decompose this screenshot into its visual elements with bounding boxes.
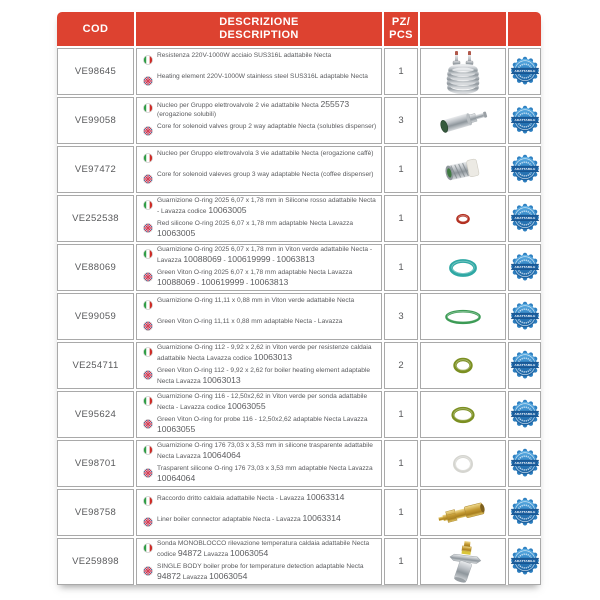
adaptable-badge [508,48,541,95]
product-code: VE98645 [57,48,134,95]
description-en-text: Green Viton O-ring 11,11 x 0,88 mm adaptable Necta - Lavazza [157,318,343,325]
product-description [136,342,382,389]
product-code: VE254711 [57,342,134,389]
italy-flag-icon [143,100,153,118]
table-grid [57,12,541,585]
adaptable-badge [508,293,541,340]
product-code: VE88069 [57,244,134,291]
product-image [420,146,506,193]
pcs-quantity: 3 [384,293,418,340]
svg-text:ADATTABILE: ADATTABILE [514,265,535,270]
header-product-image [420,12,506,46]
product-image [420,293,506,340]
product-description [136,391,382,438]
description-english [143,465,377,485]
product-description [136,538,382,585]
description-it-text: Sonda MONOBLOCCO rilevazione temperatura caldaia adattabile Necta codice 94872 Lavazza 10063054 [157,540,370,559]
description-it-text: Guarnizione O-ring 176 73,03 x 3,53 mm in silicone trasparente adattabile Necta Lavazza 10064064 [157,442,373,461]
product-code: VE98758 [57,489,134,536]
italy-flag-icon [143,246,153,264]
product-description [136,146,382,193]
pcs-quantity: 1 [384,489,418,536]
product-code: VE99058 [57,97,134,144]
pcs-quantity: 1 [384,48,418,95]
description-it-text: Nucleo per Gruppo elettrovalvole 2 vie adattabile Necta 255573 (erogazione solubili) [157,99,350,118]
product-image [420,97,506,144]
header-description-en: DESCRIPTION [219,29,299,41]
description-it-text: Nucleo per Gruppo elettrovalvola 3 vie adattabile Necta (erogazione caffè) [157,150,374,157]
uk-flag-icon [143,514,153,532]
svg-text:ADATTABILE: ADATTABILE [514,363,535,368]
adaptable-badge [508,195,541,242]
product-description [136,489,382,536]
uk-flag-icon [143,269,153,287]
description-english [143,416,377,436]
description-italian [143,493,377,511]
italy-flag-icon [143,52,153,70]
description-en-text: Heating element 220V-1000W stainless steel SUS316L adaptable Necta [157,73,368,80]
product-image [420,440,506,487]
description-english [143,367,377,387]
uk-flag-icon [143,171,153,189]
header-description [136,12,382,46]
product-image [420,244,506,291]
italy-flag-icon [143,197,153,215]
adaptable-badge [508,538,541,585]
italy-flag-icon [143,393,153,411]
svg-text:ADATTABILE: ADATTABILE [514,510,535,515]
italy-flag-icon [143,344,153,362]
description-italian [143,246,377,266]
description-en-text: Green Viton O-ring 112 - 9,92 x 2,62 for boiler heating element adaptable Necta Lavazza 10063013 [157,367,371,385]
description-english [143,318,377,336]
product-code: VE97472 [57,146,134,193]
description-italian [143,393,377,413]
description-english [143,563,377,583]
description-english [143,171,377,189]
description-italian [143,297,377,315]
uk-flag-icon [143,73,153,91]
header-description-it: DESCRIZIONE [219,16,299,29]
product-code: VE252538 [57,195,134,242]
description-italian [143,52,377,70]
product-code: VE98701 [57,440,134,487]
adaptable-badge [508,342,541,389]
description-en-text: Green Viton O-ring 2025 6,07 x 1,78 mm adaptable Necta Lavazza 10088069 - 100619999 - 10063813 [157,269,353,287]
description-italian [143,540,377,560]
description-it-text: Guarnizione O-ring 11,11 x 0,88 mm in Viton verde adattabile Necta [157,297,355,304]
description-english [143,269,377,289]
product-description [136,293,382,340]
description-english [143,220,377,240]
description-en-text: Trasparent silicone O-ring 176 73,03 x 3,53 mm adaptable Necta Lavazza 10064064 [157,465,373,483]
description-italian [143,100,377,120]
description-italian [143,344,377,364]
pcs-quantity: 1 [384,195,418,242]
uk-flag-icon [143,220,153,238]
description-english [143,123,377,141]
header-badge [508,12,541,46]
italy-flag-icon [143,493,153,511]
svg-text:ADATTABILE: ADATTABILE [514,461,535,466]
product-image [420,342,506,389]
description-en-text: Liner boiler connector adaptable Necta - Lavazza 10063314 [157,513,341,523]
svg-text:ADATTABILE: ADATTABILE [514,167,535,172]
svg-text:ADATTABILE: ADATTABILE [514,412,535,417]
adaptable-badge [508,97,541,144]
product-code: VE259898 [57,538,134,585]
adaptable-badge [508,146,541,193]
description-it-text: Resistenza 220V-1000W acciaio SUS316L adattabile Necta [157,52,332,59]
description-en-text: SINGLE BODY boiler probe for temperature detection adaptable Necta 94872 Lavazza 10063054 [157,563,364,581]
description-en-text: Core for solenoid valves group 2 way adaptable Necta (solubles dispenser) [157,122,377,130]
pcs-quantity: 1 [384,440,418,487]
header-cod [57,12,134,46]
description-it-text: Guarnizione O-ring 112 - 9,92 x 2,62 in Viton verde per resistenze caldaia adattabile Necta Lavazza codice 10063013 [157,344,372,363]
uk-flag-icon [143,367,153,385]
product-description [136,244,382,291]
adaptable-badge [508,244,541,291]
pcs-quantity: 1 [384,391,418,438]
pcs-quantity: 2 [384,342,418,389]
pcs-quantity: 1 [384,146,418,193]
description-en-text: Red silicone O-ring 2025 6,07 x 1,78 mm adaptable Necta Lavazza 10063005 [157,220,354,238]
pcs-quantity: 3 [384,97,418,144]
svg-text:ADATTABILE: ADATTABILE [514,69,535,74]
header-pcs [384,12,418,46]
product-image [420,538,506,585]
product-description [136,195,382,242]
description-en-text: Core for solenoid valeves group 3 way adaptable Necta (coffee dispenser) [157,171,374,178]
svg-text:ADATTABILE: ADATTABILE [514,216,535,221]
italy-flag-icon [143,540,153,558]
adaptable-badge [508,440,541,487]
italy-flag-icon [143,150,153,168]
pcs-quantity: 1 [384,244,418,291]
product-description [136,97,382,144]
pcs-quantity: 1 [384,538,418,585]
description-italian [143,442,377,462]
description-it-text: Guarnizione O-ring 2025 6,07 x 1,78 mm in Silicone rosso adattabile Necta - Lavazza codice 10063005 [157,197,376,216]
description-it-text: Raccordo dritto caldaia adattabile Necta - Lavazza 10063314 [157,492,345,502]
italy-flag-icon [143,442,153,460]
description-english [143,73,377,91]
header-pcs-it: PZ/ [391,16,411,29]
header-cod-label: COD [82,22,109,35]
product-image [420,48,506,95]
description-en-text: Green Viton O-ring for probe 116 - 12,50x2,62 adaptable Necta Lavazza 10063055 [157,416,368,434]
description-italian [143,150,377,168]
svg-text:ADATTABILE: ADATTABILE [514,118,535,123]
uk-flag-icon [143,318,153,336]
adaptable-badge [508,489,541,536]
product-image [420,489,506,536]
product-code: VE99059 [57,293,134,340]
header-pcs-en: PCS [389,29,413,41]
spare-parts-table [57,12,541,585]
description-english [143,514,377,532]
uk-flag-icon [143,123,153,141]
uk-flag-icon [143,416,153,434]
description-italian [143,197,377,217]
svg-text:ADATTABILE: ADATTABILE [514,559,535,564]
product-description [136,48,382,95]
product-code: VE95624 [57,391,134,438]
description-it-text: Guarnizione O-ring 116 - 12,50x2,62 in Viton verde per sonda adattabile Necta - Lavazza codice 10063055 [157,393,368,412]
product-description [136,440,382,487]
description-it-text: Guarnizione O-ring 2025 6,07 x 1,78 mm in Viton verde adattabile Necta - Lavazza 10088069 - 100619999 - 10063813 [157,246,373,265]
svg-text:ADATTABILE: ADATTABILE [514,314,535,319]
uk-flag-icon [143,563,153,581]
product-image [420,195,506,242]
adaptable-badge [508,391,541,438]
uk-flag-icon [143,465,153,483]
italy-flag-icon [143,297,153,315]
product-image [420,391,506,438]
